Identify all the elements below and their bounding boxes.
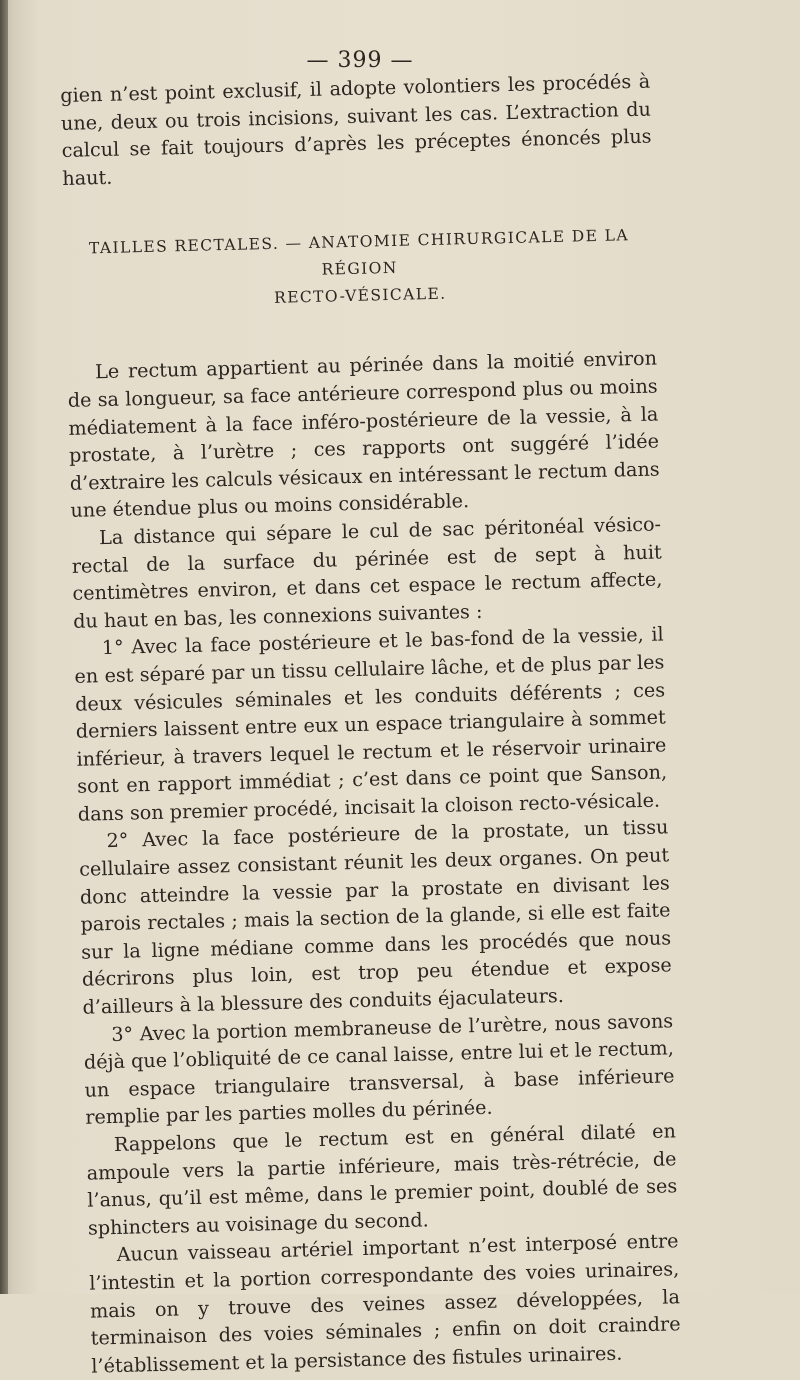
paragraph-point-2: 2° Avec la face postérieure de la prostate, un tissu cellulaire assez consistant réunit les deux organes. On peut donc atteindre la vessie par la prostate en divisant les parois rectales ; mais la section de la glande, si elle est faite sur la ligne médiane comme dans les procédés que nous décrirons plus loin, est trop peu étendue et expose d’ailleurs à la blessure des conduits éjaculateurs. <box>78 815 673 1019</box>
paragraph-continuation: gien n’est point exclusif, il adopte volontiers les procédés à une, deux ou trois incisions, suivant les cas. L’extraction du calcul se fait toujours d’après les préceptes énoncés plus haut. <box>60 69 652 190</box>
section-title-line1: TAILLES RECTALES. — ANATOMIE CHIRURGICALE DE LA RÉGION <box>88 226 630 280</box>
page-body <box>60 68 682 1380</box>
paragraph-rectum: Le rectum appartient au périnée dans la moitié environ de sa longueur, sa face antérieure correspond plus ou moins médiatement à la face inféro-postérieure de la vessie, à la prostate, à l’urètre ; ces rapports ont suggéré l’idée d’extraire les calculs vésicaux en intéressant le rectum dans une étendue plus ou moins considérable. <box>67 346 660 523</box>
paragraph-aucun-vaisseau: Aucun vaisseau artériel important n’est interposé entre l’intestin et la portion correspondante des voies urinaires, mais on y trouve des veines assez développées, la terminaison des voies séminales ; enfin on doit craindre l’établissement et la persistance des fistules urinaires. <box>89 1229 681 1378</box>
book-spine-shadow <box>0 0 8 1294</box>
section-title-line2: RECTO-VÉSICALE. <box>273 284 447 308</box>
section-title <box>64 222 656 317</box>
paragraph-point-3: 3° Avec la portion membraneuse de l’urètre, nous savons déjà que l’obliquité de ce canal laisse, entre lui et le rectum, un espace triangulaire transversal, à base inférieure remplie par les parties molles du périnée. <box>83 1008 675 1130</box>
paragraph-rappelons: Rappelons que le rectum est en général dilaté en ampoule vers la partie inférieure, mais très-rétrécie, de l’anus, qu’il est même, dans le premier point, doublé de ses sphincters au voisinage du second. <box>86 1119 678 1240</box>
paragraph-distance: La distance qui sépare le cul de sac péritonéal vésico-rectal de la surface du périnée est de sept à huit centimètres environ, et dans cet espace le rectum affecte, du haut en bas, les connexions suivantes : <box>71 512 663 633</box>
paragraph-point-1: 1° Avec la face postérieure et le bas-fond de la vessie, il en est séparé par un tissu cellulaire lâche, et de plus par les deux vésicules séminales et les conduits déférents ; ces derniers laissent entre eux un espace triangulaire à sommet inférieur, à travers lequel le rectum et le réservoir urinaire sont en rapport immédiat ; c’est dans ce point que Sanson, dans son premier procédé, incisait la cloison recto-vésicale. <box>74 622 668 826</box>
page-number-header: — 399 — <box>306 48 414 73</box>
